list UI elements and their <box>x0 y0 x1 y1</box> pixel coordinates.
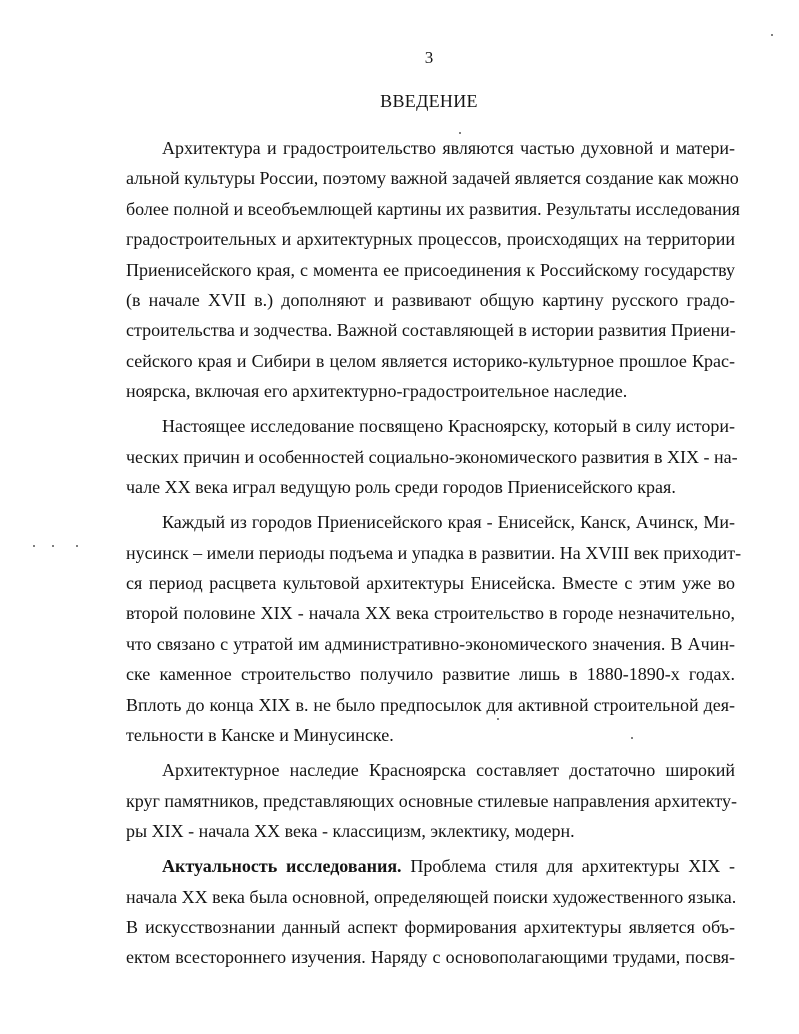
text-line: нусинск – имели периоды подъема и упадка в развитии. На XVIII век приходит- <box>126 542 742 563</box>
text-line: ске каменное строительство получило развитие лишь в 1880-1890-х годах. <box>126 664 735 685</box>
text-line: градостроительных и архитектурных процессов, происходящих на территории <box>126 229 735 250</box>
text-line: Приенисейского края, с момента ее присоединения к Российскому государству <box>126 259 735 280</box>
paragraph <box>126 411 738 502</box>
text-line: ноярска, включая его архитектурно-градостроительное наследие. <box>126 381 628 402</box>
scan-speck <box>631 737 633 739</box>
page-number: 3 <box>424 48 434 67</box>
paragraph <box>126 507 742 750</box>
text-line: ся период расцвета культовой архитектуры Енисейска. Вместе с этим уже во <box>126 573 735 594</box>
text-line: круг памятников, представляющих основные стилевые направления архитекту- <box>126 790 737 811</box>
text-line: Архитектура и градостроительство являются частью духовной и матери- <box>162 138 735 158</box>
text-line: начала XX века была основной, определяющей поиски художественного языка. <box>126 886 737 907</box>
body-text <box>126 133 742 973</box>
text-line: Каждый из городов Приенисейского края - Енисейск, Канск, Ачинск, Ми- <box>162 512 735 533</box>
text-line: В искусствознании данный аспект формирования архитектуры является объ- <box>126 916 735 937</box>
text-line: более полной и всеобъемлющей картины их развития. Результаты исследования <box>126 198 740 219</box>
text-line: ры XIX - начала XX века - классицизм, эклектику, модерн. <box>126 820 575 841</box>
paragraph-title: Актуальность исследования. <box>162 856 402 877</box>
text-line: строительства и зодчества. Важной составляющей в истории развития Приени- <box>126 320 736 341</box>
scan-speck <box>52 545 54 547</box>
text-line: тельности в Канске и Минусинске. <box>126 725 394 746</box>
text-line: второй половине XIX - начала XX века строительство в городе незначительно, <box>126 603 735 624</box>
text-line: что связано с утратой им административно-экономического значения. В Ачин- <box>126 633 735 654</box>
text-line: (в начале XVII в.) дополняют и развивают общую картину русского градо- <box>126 289 735 310</box>
scan-speck <box>33 545 35 547</box>
paragraph <box>126 851 735 973</box>
text-line: Вплоть до конца XIX в. не было предпосылок для активной строительной дея- <box>126 694 735 715</box>
text-line: Настоящее исследование посвящено Красноярску, который в силу истори- <box>162 416 735 437</box>
paragraph <box>126 133 740 407</box>
text-line <box>126 851 735 881</box>
text-line: ектом всестороннего изучения. Наряду с основополагающими трудами, посвя- <box>126 947 735 968</box>
scan-speck <box>771 34 773 36</box>
scan-speck <box>497 718 499 720</box>
paragraph <box>126 755 735 846</box>
text-line: Архитектурное наследие Красноярска составляет достаточно широкий <box>162 760 735 781</box>
text-fragment: Проблема стиля для архитектуры XIX - <box>401 856 735 877</box>
scan-speck <box>76 545 78 547</box>
text-line: чале XX века играл ведущую роль среди городов Приенисейского края. <box>126 477 676 498</box>
section-heading: ВВЕДЕНИЕ <box>380 91 478 111</box>
text-line: сейского края и Сибири в целом является историко-культурное прошлое Крас- <box>126 350 735 371</box>
scan-speck <box>459 132 461 134</box>
text-line: ческих причин и особенностей социально-экономического развития в XIX - на- <box>126 446 738 467</box>
text-line: альной культуры России, поэтому важной задачей является создание как можно <box>126 168 739 189</box>
